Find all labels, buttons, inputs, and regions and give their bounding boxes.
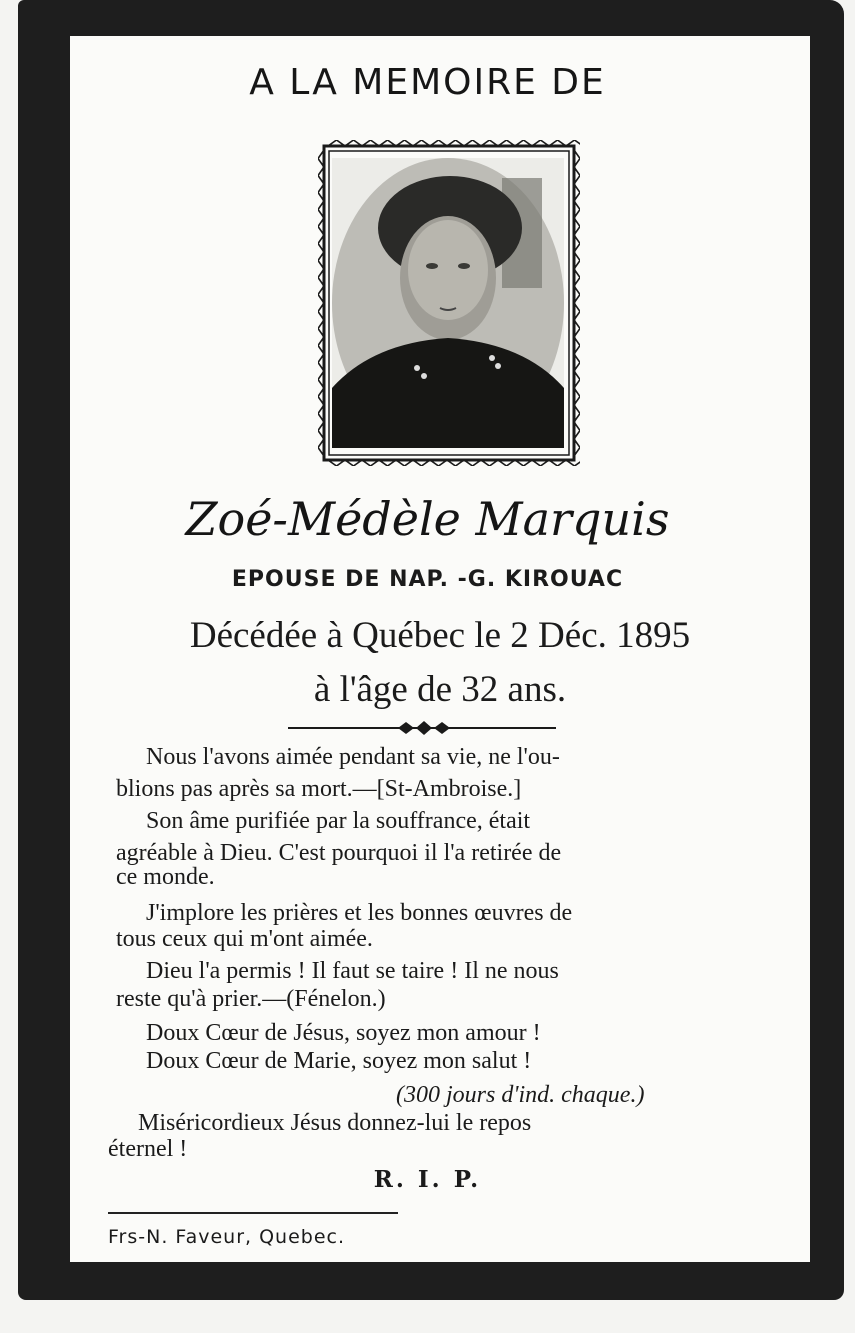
prayer-text-line: Nous l'avons aimée pendant sa vie, ne l'ou- [146,744,560,770]
rip-inscription: R. I. P. [373,1166,482,1193]
woman-portrait-image [332,158,564,448]
prayer-text-line: reste qu'à prier.—(Fénelon.) [116,986,386,1012]
spouse-line: EPOUSE DE NAP. -G. KIROUAC [231,567,624,592]
prayer-text-line: J'implore les prières et les bonnes œuvres de [146,900,573,926]
prayer-text-line: Miséricordieux Jésus donnez-lui le repos [138,1110,532,1136]
portrait-photo [332,158,564,448]
prayer-text-line: éternel ! [108,1136,188,1162]
prayer-text-line: agréable à Dieu. C'est pourquoi il l'a retirée de [116,840,562,866]
footer-divider [108,1212,398,1214]
printer-credit: Frs-N. Faveur, Quebec. [108,1226,346,1248]
death-line: Décédée à Québec le 2 Déc. 1895 [189,615,691,656]
age-line: à l'âge de 32 ans. [313,669,567,710]
ornamental-divider [288,718,556,738]
prayer-text-line: Doux Cœur de Marie, soyez mon salut ! [146,1048,532,1074]
card-title: A LA MEMOIRE DE [249,62,606,103]
prayer-text-line: blions pas après sa mort.—[St-Ambroise.] [116,776,522,802]
prayer-text-line: Dieu l'a permis ! Il faut se taire ! Il ne nous [146,958,559,984]
prayer-text-line: ce monde. [116,864,215,890]
prayer-text-line: Doux Cœur de Jésus, soyez mon amour ! [146,1020,541,1046]
indulgence-note: (300 jours d'ind. chaque.) [396,1082,645,1108]
deceased-name: Zoé-Médèle Marquis [185,492,670,546]
prayer-text-line: Son âme purifiée par la souffrance, était [146,808,531,834]
prayer-text-line: tous ceux qui m'ont aimée. [116,926,373,952]
